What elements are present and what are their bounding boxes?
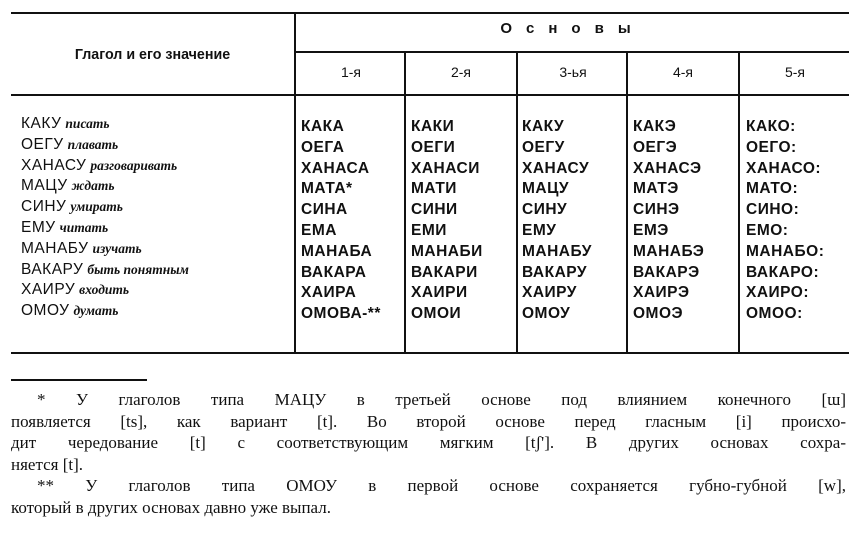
column-header-3: 3-ья bbox=[559, 64, 587, 80]
verb-meaning: разговаривать bbox=[90, 157, 178, 173]
stem-cell: ОМОИ bbox=[411, 305, 462, 323]
verb-row bbox=[21, 280, 189, 301]
stem-cell: ОМОУ bbox=[522, 305, 571, 323]
verb-word: СИНУ bbox=[21, 198, 67, 216]
column-divider bbox=[738, 51, 740, 354]
stem-cell: ОМОО: bbox=[746, 305, 803, 323]
footnote-2-line: ** У глаголов типа ОМОУ в первой основе сохраняется губно-губной [w], bbox=[37, 476, 846, 495]
stem-cell: ХАНАСА bbox=[301, 159, 370, 177]
stem-column-3 bbox=[522, 117, 592, 325]
verb-row bbox=[21, 156, 189, 177]
stem-cell: ЕМИ bbox=[411, 221, 447, 239]
verb-meaning: плавать bbox=[67, 136, 119, 152]
stem-cell: ЕМО: bbox=[746, 221, 789, 239]
verb-word: ХАИРУ bbox=[21, 281, 76, 299]
verb-stems-table bbox=[11, 12, 849, 354]
footnote-1-line: няется [t]. bbox=[11, 454, 84, 474]
stem-cell: МАТИ bbox=[411, 180, 457, 198]
verb-word: ЕМУ bbox=[21, 218, 56, 236]
verb-row bbox=[21, 239, 189, 260]
stem-cell: МАНАБА bbox=[301, 242, 373, 260]
stem-cell: СИНУ bbox=[522, 201, 568, 219]
column-header-1: 1-я bbox=[340, 64, 362, 80]
verb-row bbox=[21, 114, 189, 135]
verb-word: КАКУ bbox=[21, 115, 62, 132]
verb-meaning: думать bbox=[73, 303, 119, 319]
footnote-1-line: появляется [ts], как вариант [t]. Во второй основе перед гласным [i] происхо- bbox=[11, 411, 846, 431]
verb-meaning: писать bbox=[65, 116, 110, 131]
verb-meaning: умирать bbox=[70, 199, 123, 215]
stem-cell: ВАКАРА bbox=[301, 263, 367, 281]
verb-row bbox=[21, 197, 189, 218]
stem-cell: ОЕГО: bbox=[746, 138, 797, 156]
verb-row bbox=[21, 135, 189, 156]
stem-cell: СИНО: bbox=[746, 201, 800, 219]
verb-meaning: изучать bbox=[92, 240, 142, 256]
footnote-1-line: * У глаголов типа МАЦУ в третьей основе под влиянием конечного [ɯ] bbox=[37, 390, 846, 409]
verb-word: ОМОУ bbox=[21, 302, 70, 320]
verb-word: ВАКАРУ bbox=[21, 260, 84, 278]
stem-cell: ОЕГА bbox=[301, 138, 345, 156]
stem-column-2 bbox=[411, 117, 483, 325]
stem-cell: КАКЭ bbox=[633, 118, 677, 135]
stem-cell: ОМОВА-** bbox=[301, 305, 381, 323]
stem-cell: ВАКАРИ bbox=[411, 263, 478, 281]
verb-meaning: ждать bbox=[71, 178, 115, 194]
header-bottom-divider bbox=[11, 94, 849, 96]
column-header-4: 4-я bbox=[672, 64, 694, 80]
stems-title: Основы bbox=[500, 20, 645, 37]
stem-cell: ЕМУ bbox=[522, 221, 557, 239]
stem-column-5 bbox=[746, 117, 824, 325]
stem-cell: ОЕГЭ bbox=[633, 138, 678, 156]
column-divider bbox=[626, 51, 628, 354]
stem-cell: ХАИРО: bbox=[746, 284, 810, 302]
footnote-2-line: который в других основах давно уже выпал. bbox=[11, 497, 331, 517]
stem-cell: МАНАБИ bbox=[411, 242, 483, 260]
verb-word: МАЦУ bbox=[21, 177, 68, 195]
footnote-rule bbox=[11, 379, 147, 381]
verb-word: МАНАБУ bbox=[21, 239, 89, 257]
header-divider bbox=[294, 51, 849, 53]
stem-cell: КАКО: bbox=[746, 118, 796, 135]
footnotes bbox=[11, 389, 846, 518]
verb-word: ХАНАСУ bbox=[21, 156, 87, 174]
stem-column-4 bbox=[633, 117, 704, 325]
stem-cell: ХАИРА bbox=[301, 284, 357, 302]
column-header-5: 5-я bbox=[784, 64, 806, 80]
verb-row bbox=[21, 260, 189, 281]
stem-cell: ХАНАСО: bbox=[746, 159, 822, 177]
stem-cell: ОЕГУ bbox=[522, 138, 565, 156]
stem-cell: СИНИ bbox=[411, 201, 458, 219]
footnote-1-line: дит чередование [t] с соответствующим мягким [tʃ']. В других основах сохра- bbox=[11, 433, 846, 452]
verb-row bbox=[21, 176, 189, 197]
stem-cell: ХАНАСИ bbox=[411, 159, 480, 177]
stem-cell: ВАКАРУ bbox=[522, 263, 588, 281]
stem-cell: СИНА bbox=[301, 201, 348, 219]
verb-list bbox=[21, 114, 189, 322]
verb-meaning: быть понятным bbox=[87, 261, 189, 277]
stem-column-1 bbox=[301, 117, 381, 325]
column-divider bbox=[516, 51, 518, 354]
stem-cell: МАНАБЭ bbox=[633, 242, 705, 260]
stem-cell: ХАИРУ bbox=[522, 284, 577, 302]
stem-cell: КАКУ bbox=[522, 118, 565, 135]
verb-meaning: входить bbox=[79, 282, 130, 298]
stem-cell: ВАКАРО: bbox=[746, 263, 820, 281]
column-divider bbox=[404, 51, 406, 354]
stem-cell: ОМОЭ bbox=[633, 305, 684, 323]
verb-row bbox=[21, 301, 189, 322]
stem-cell: ОЕГИ bbox=[411, 138, 456, 156]
stem-cell: ЕМЭ bbox=[633, 221, 669, 239]
stem-cell: МАТЭ bbox=[633, 180, 679, 198]
verb-meaning: читать bbox=[59, 219, 109, 235]
stem-cell: КАКИ bbox=[411, 118, 455, 135]
stem-cell: КАКА bbox=[301, 118, 345, 135]
stem-cell: ХАНАСЭ bbox=[633, 159, 702, 177]
stem-cell: МАНАБО: bbox=[746, 242, 825, 260]
verb-column-header: Глагол и его значение bbox=[74, 45, 231, 63]
verb-row bbox=[21, 218, 189, 239]
stem-cell: ХАНАСУ bbox=[522, 159, 590, 177]
stem-cell: СИНЭ bbox=[633, 201, 680, 219]
stem-cell: МАЦУ bbox=[522, 180, 570, 198]
stem-cell: ХАИРИ bbox=[411, 284, 468, 302]
column-header-2: 2-я bbox=[450, 64, 472, 80]
stem-cell: ЕМА bbox=[301, 221, 337, 239]
verb-word: ОЕГУ bbox=[21, 135, 64, 153]
stem-cell: МАНАБУ bbox=[522, 242, 592, 260]
stem-cell: МАТО: bbox=[746, 180, 799, 198]
stem-cell: ХАИРЭ bbox=[633, 284, 690, 302]
stem-cell: МАТА* bbox=[301, 180, 353, 198]
stem-cell: ВАКАРЭ bbox=[633, 263, 700, 281]
